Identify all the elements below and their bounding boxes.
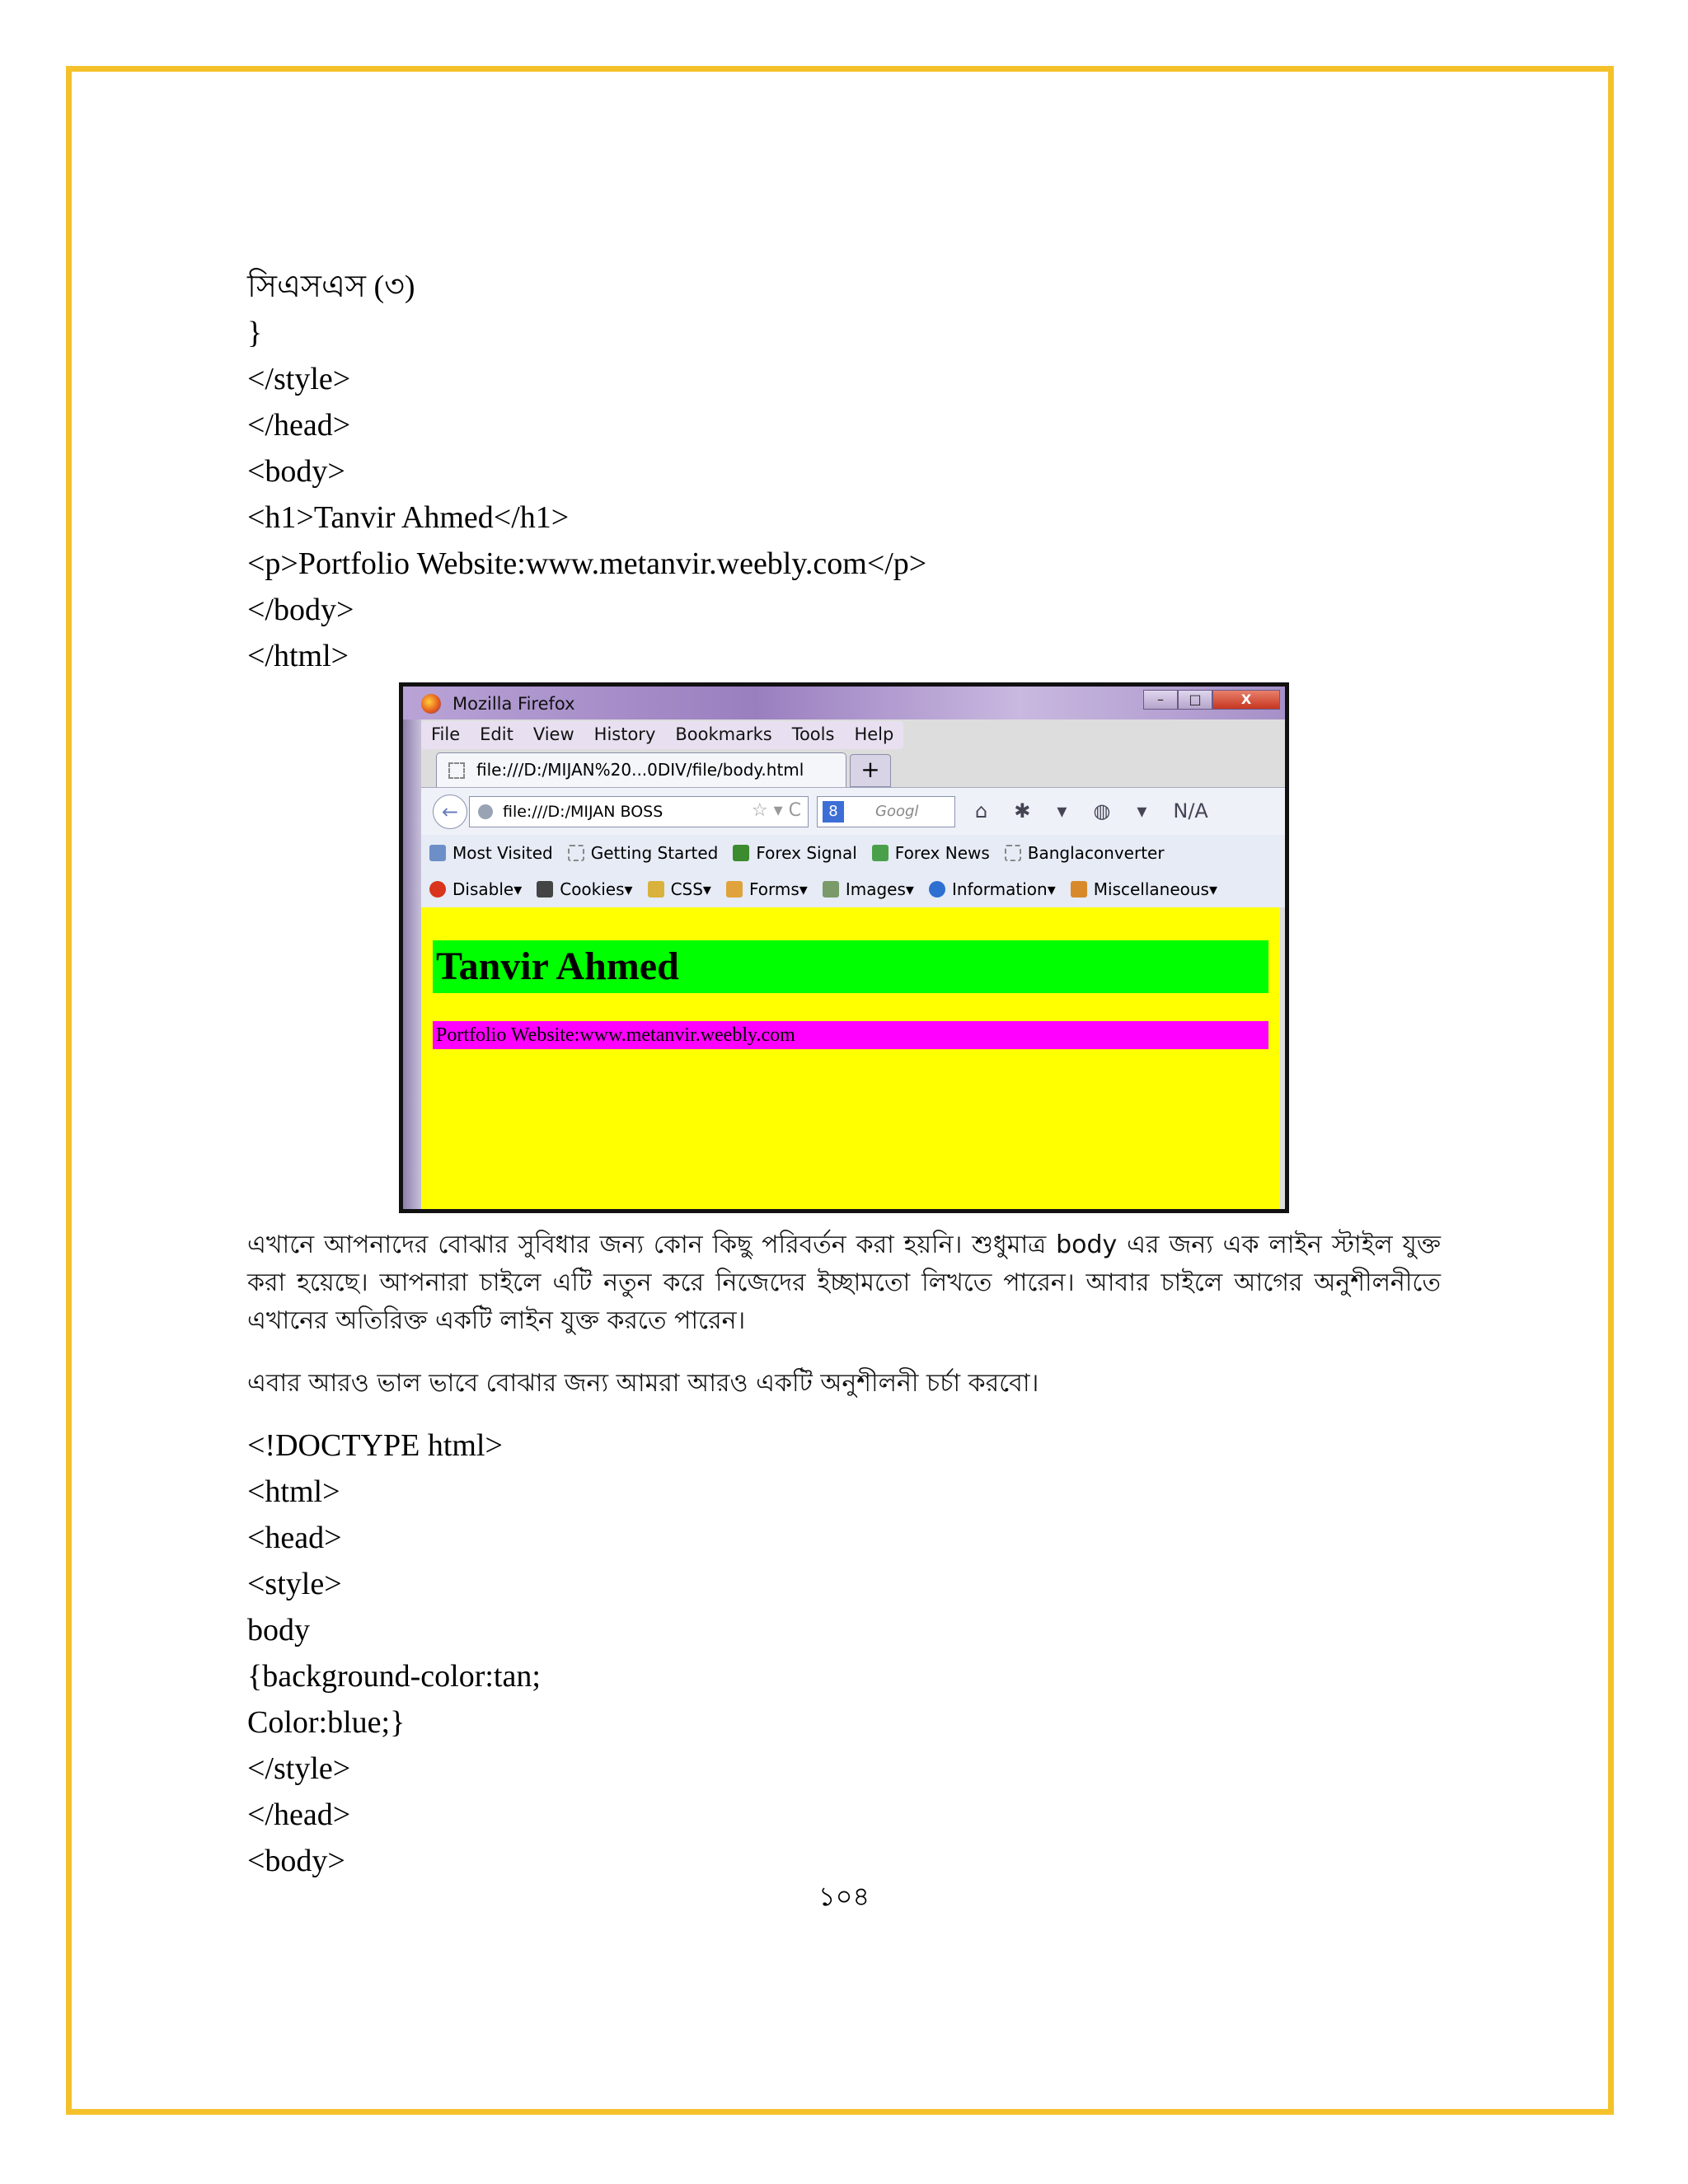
url-text: file:///D:/MIJAN BOSS	[503, 803, 663, 821]
search-engine-icon[interactable]: 8	[823, 801, 844, 823]
bookmark-getting-started[interactable]	[568, 843, 719, 863]
dev-cookies-menu[interactable]	[537, 879, 632, 899]
code-line: </head>	[247, 1797, 351, 1832]
bookmark-most-visited[interactable]	[429, 843, 553, 863]
menu-edit[interactable]: Edit	[480, 724, 513, 744]
code-line: </body>	[247, 593, 354, 627]
bookmark-icon	[872, 845, 889, 861]
dev-menu-label: Images▾	[845, 879, 914, 899]
bookmark-label: Most Visited	[452, 843, 553, 863]
window-controls	[1143, 690, 1280, 711]
maximize-button[interactable]: □	[1178, 690, 1212, 710]
bookmark-label: Forex Signal	[756, 843, 857, 863]
code-line: </style>	[247, 1751, 351, 1786]
code-line: </head>	[247, 408, 351, 443]
url-bar[interactable]	[469, 796, 809, 827]
menu-view[interactable]: View	[532, 724, 574, 744]
tab-strip	[421, 752, 1285, 787]
code-line: <html>	[247, 1474, 340, 1509]
information-icon	[929, 881, 945, 898]
page-heading: Tanvir Ahmed	[433, 940, 1268, 993]
code-line: {background-color:tan;	[247, 1659, 541, 1694]
menu-help[interactable]: Help	[854, 724, 894, 744]
dev-miscellaneous-menu[interactable]	[1071, 879, 1217, 899]
code-line: <h1>Tanvir Ahmed</h1>	[247, 500, 570, 535]
dev-disable-menu[interactable]	[429, 879, 522, 899]
bookmark-icon	[429, 845, 446, 861]
explanation-paragraph: এখানে আপনাদের বোঝার সুবিধার জন্য কোন কিছু পরিবর্তন করা হয়নি। শুধুমাত্র body এর জন্য এক লাইন স্টাইল যুক্ত করা হয়েছে। আপনারা চাইলে এটি নতুন করে নিজেদের ইচ্ছামতো লিখতে পারেন। আবার চাইলে আগের অনুশীলনীতে এখানের অতিরিক্ত একটি লাইন যুক্ত করতে পারেন।	[247, 1230, 1441, 1335]
firefox-icon	[421, 694, 441, 714]
menu-tools[interactable]: Tools	[791, 724, 835, 744]
code-line: <body>	[247, 1844, 345, 1878]
window-frame-left	[403, 719, 421, 1209]
menu-bookmarks[interactable]: Bookmarks	[675, 724, 772, 744]
dropdown-icon[interactable]: ▾	[1137, 799, 1147, 823]
navigation-toolbar	[421, 787, 1285, 836]
dev-menu-label: Forms▾	[748, 879, 808, 899]
addon-icon[interactable]: ✱	[1014, 799, 1031, 823]
browser-screenshot	[399, 682, 1289, 1213]
window-titlebar	[403, 687, 1285, 719]
page-number: ১০৪	[818, 1881, 870, 1912]
miscellaneous-icon	[1071, 881, 1087, 898]
na-indicator: N/A	[1173, 799, 1208, 823]
bookmark-icon	[1005, 845, 1021, 861]
code-line: <body>	[247, 454, 345, 489]
bookmark-icon	[568, 845, 584, 861]
dev-information-menu[interactable]	[929, 879, 1056, 899]
back-button[interactable]: ←	[433, 794, 467, 829]
dev-menu-label: Cookies▾	[560, 879, 633, 899]
code-line: Color:blue;}	[247, 1705, 406, 1740]
close-button[interactable]: X	[1212, 690, 1280, 710]
code-line: </style>	[247, 362, 351, 396]
code-line: </html>	[247, 639, 349, 673]
tab-title: file:///D:/MIJAN%20...0DIV/file/body.html	[476, 760, 804, 780]
bookmark-label: Banglaconverter	[1027, 843, 1165, 863]
menu-bar	[421, 721, 903, 749]
globe-icon	[478, 804, 493, 819]
code-line: body	[247, 1613, 310, 1647]
bookmark-forex-signal[interactable]	[733, 843, 856, 863]
dev-forms-menu[interactable]	[726, 879, 808, 899]
code-line: <style>	[247, 1567, 342, 1601]
menu-history[interactable]: History	[593, 724, 656, 744]
bookmarks-toolbar	[421, 835, 1285, 871]
new-tab-button[interactable]: +	[850, 754, 891, 787]
bookmark-icon	[733, 845, 749, 861]
disable-icon	[429, 881, 446, 898]
code-listing-bottom	[247, 1422, 541, 1884]
bookmark-label: Forex News	[894, 843, 990, 863]
tab-body-html[interactable]	[436, 752, 846, 787]
bookmark-forex-news[interactable]	[872, 843, 990, 863]
code-listing-top	[247, 264, 926, 679]
bookmark-label: Getting Started	[590, 843, 719, 863]
home-icon[interactable]: ⌂	[975, 799, 988, 823]
window-title: Mozilla Firefox	[452, 694, 575, 714]
toolbar-icons	[975, 799, 1208, 823]
world-icon[interactable]: ◍	[1093, 799, 1111, 823]
rendered-page	[421, 907, 1280, 1209]
minimize-button[interactable]: –	[1143, 690, 1178, 710]
cookies-icon	[537, 881, 553, 898]
intro-paragraph: এবার আরও ভাল ভাবে বোঝার জন্য আমরা আরও একটি অনুশীলনী চর্চা করবো।	[247, 1369, 1039, 1398]
code-line: <head>	[247, 1521, 342, 1555]
page-icon	[448, 762, 465, 779]
url-bar-icons[interactable]: ☆ ▾ C	[751, 800, 801, 821]
bookmark-banglaconverter[interactable]	[1005, 843, 1165, 863]
dropdown-icon[interactable]: ▾	[1057, 799, 1067, 823]
code-line: সিএসএস (৩)	[247, 269, 415, 304]
css-icon	[648, 881, 664, 898]
dev-menu-label: Information▾	[951, 879, 1056, 899]
dev-menu-label: CSS▾	[670, 879, 711, 899]
images-icon	[823, 881, 839, 898]
dev-images-menu[interactable]	[823, 879, 914, 899]
code-line: <p>Portfolio Website:www.metanvir.weebly.com</p>	[247, 546, 927, 581]
code-line: <!DOCTYPE html>	[247, 1428, 503, 1463]
search-box[interactable]	[817, 796, 955, 827]
page-paragraph: Portfolio Website:www.metanvir.weebly.com	[433, 1021, 1268, 1049]
dev-menu-label: Disable▾	[452, 879, 523, 899]
dev-css-menu[interactable]	[648, 879, 711, 899]
forms-icon	[726, 881, 743, 898]
dev-menu-label: Miscellaneous▾	[1093, 879, 1218, 899]
web-developer-toolbar	[421, 871, 1285, 907]
code-line: }	[247, 316, 263, 350]
menu-file[interactable]: File	[431, 724, 461, 744]
search-placeholder: Googl	[875, 803, 919, 820]
